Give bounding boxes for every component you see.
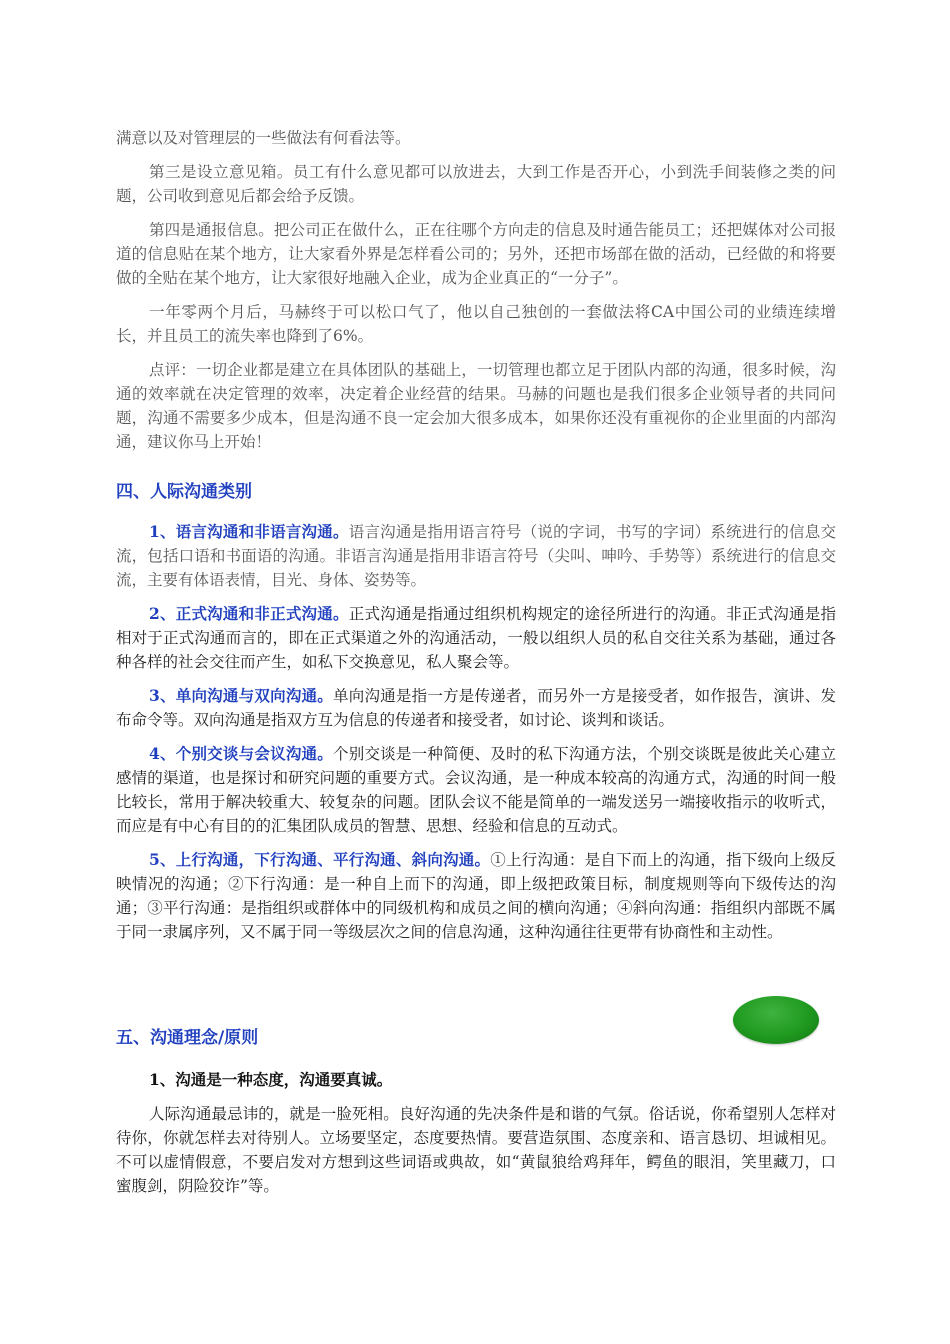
item-lead: 3、单向沟通与双向沟通。	[149, 686, 333, 705]
list-item	[116, 848, 836, 944]
item-lead: 2、正式沟通和非正式沟通。	[149, 604, 349, 623]
item-text: 语言沟通是指用语言符号（说的字词，书写的字词）系统进行的信息交流，包括口语和书面语的沟通。非语言沟通是指用非语言符号（尖叫、呻吟、手势等）系统进行的信息交流，主要有体语表情，目光、身体、姿势等。	[116, 523, 836, 589]
item-text: 个别交谈是一种简便、及时的私下沟通方法，个别交谈既是彼此关心建立感情的渠道，也是探讨和研究问题的重要方式。会议沟通，是一种成本较高的沟通方式，沟通的时间一般比较长，常用于解决较重大、较复杂的问题。团队会议不能是简单的一端发送另一端接收指示的收听式，而应是有中心有目的的汇集团队成员的智慧、思想、经验和信息的互动式。	[116, 745, 836, 835]
list-item	[116, 520, 836, 592]
list-item	[116, 602, 836, 674]
item-text: 单向沟通是指一方是传递者，而另外一方是接受者，如作报告，演讲、发布命令等。双向沟通是指双方互为信息的传递者和接受者，如讨论、谈判和谈话。	[116, 687, 836, 729]
paragraph: 第三是设立意见箱。员工有什么意见都可以放进去，大到工作是否开心，小到洗手间装修之类的问题，公司收到意见后都会给予反馈。	[116, 163, 836, 205]
paragraph: 满意以及对管理层的一些做法有何看法等。	[116, 129, 411, 147]
green-ellipse-shape	[733, 996, 819, 1044]
section-heading: 四、人际沟通类别	[116, 482, 252, 502]
section-four	[116, 480, 836, 944]
paragraph: 人际沟通最忌讳的，就是一脸死相。良好沟通的先决条件是和谐的气氛。俗话说，你希望别人怎样对待你，你就怎样去对待别人。立场要坚定，态度要热情。要营造氛围、态度亲和、语言恳切、坦诚相见。不可以虚情假意，不要启发对方想到这些词语或典故，如“黄鼠狼给鸡拜年，鳄鱼的眼泪，笑里藏刀，口蜜腹剑，阴险狡诈”等。	[116, 1105, 836, 1195]
paragraph: 一年零两个月后，马赫终于可以松口气了，他以自己独创的一套做法将CA中国公司的业绩连续增长，并且员工的流失率也降到了6%。	[116, 303, 836, 345]
intro-text	[116, 126, 836, 454]
paragraph: 第四是通报信息。把公司正在做什么，正在往哪个方向走的信息及时通告能员工；还把媒体对公司报道的信息贴在某个地方，让大家看外界是怎样看公司的；另外，还把市场部在做的活动，已经做的和将要做的全贴在某个地方，让大家很好地融入企业，成为企业真正的“一分子”。	[116, 221, 836, 287]
item-lead: 1、语言沟通和非语言沟通。	[149, 522, 349, 541]
list-item	[116, 684, 836, 732]
item-text: ①上行沟通：是自下而上的沟通，指下级向上级反映情况的沟通；②下行沟通：是一种自上而下的沟通，即上级把政策目标，制度规则等向下级传达的沟通；③平行沟通：是指组织或群体中的同级机构和成员之间的横向沟通；④斜向沟通：指组织内部既不属于同一隶属序列，又不属于同一等级层次之间的信息沟通，这种沟通往往更带有协商性和主动性。	[116, 851, 836, 941]
paragraph: 点评：一切企业都是建立在具体团队的基础上，一切管理也都立足于团队内部的沟通，很多时候，沟通的效率就在决定管理的效率，决定着企业经营的结果。马赫的问题也是我们很多企业领导者的共同问题，沟通不需要多少成本，但是沟通不良一定会加大很多成本，如果你还没有重视你的企业里面的内部沟通，建议你马上开始！	[116, 361, 836, 451]
list-item	[116, 742, 836, 838]
item-lead: 5、上行沟通，下行沟通、平行沟通、斜向沟通。	[149, 850, 491, 869]
section-heading: 五、沟通理念/原则	[116, 1028, 259, 1048]
item-lead: 4、个别交谈与会议沟通。	[149, 744, 333, 763]
section-five	[116, 1026, 836, 1198]
sub-heading: 1、沟通是一种态度，沟通要真诚。	[149, 1070, 393, 1089]
item-text: 正式沟通是指通过组织机构规定的途径所进行的沟通。非正式沟通是指相对于正式沟通而言的，即在正式渠道之外的沟通活动，一般以组织人员的私自交往关系为基础，通过各种各样的社会交往而产生，如私下交换意见，私人聚会等。	[116, 605, 836, 671]
